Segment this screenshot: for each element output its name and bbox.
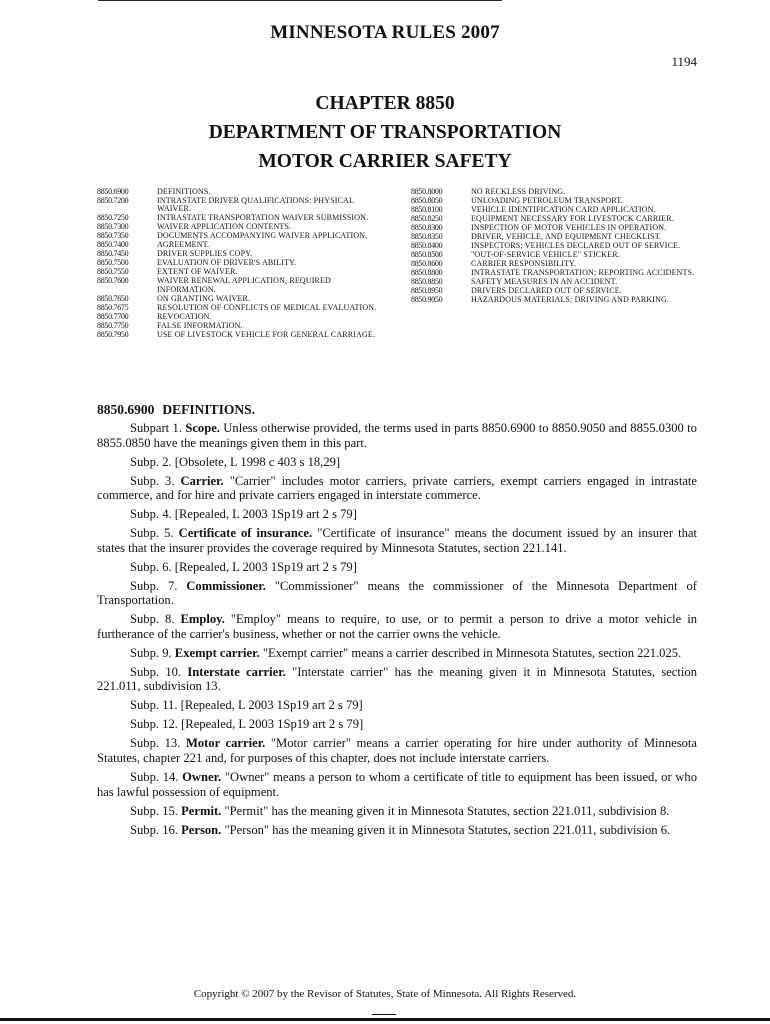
defined-term: Certificate of insurance.: [178, 526, 313, 541]
toc-entry: [97, 277, 387, 294]
defined-term: Commissioner.: [186, 578, 266, 593]
subpart-label: Subp. 4.: [130, 507, 172, 522]
chapter-heading: [0, 89, 770, 176]
subpart-label: Subpart 1.: [130, 421, 182, 435]
toc-entry-number: 8850.8850: [411, 277, 443, 286]
bottom-rule: [0, 1018, 770, 1021]
toc-entry-title: HAZARDOUS MATERIALS; DRIVING AND PARKING.: [471, 295, 670, 304]
subpart-text: [Repealed, L 2003 1Sp19 art 2 s 79]: [181, 717, 364, 732]
toc-entry-title: DRIVERS DECLARED OUT OF SERVICE.: [471, 286, 622, 295]
defined-term: Permit.: [181, 803, 222, 818]
defined-term: Carrier.: [180, 473, 224, 488]
toc-entry-title: DRIVER SUPPLIES COPY.: [157, 249, 253, 259]
toc-entry-number: 8850.7250: [97, 213, 129, 223]
toc-entry-number: 8850.8800: [411, 268, 443, 277]
subpart-paragraph: [97, 804, 697, 819]
toc-entry-number: 8850.8000: [411, 187, 443, 196]
page-number: 1194: [671, 54, 697, 69]
subpart-label: Subp. 6.: [130, 559, 172, 574]
toc-entry-title: VEHICLE IDENTIFICATION CARD APPLICATION.: [471, 205, 656, 214]
subpart-paragraph: [97, 507, 697, 522]
subpart-text: "Motor carrier" means a carrier operating for hire under authority of Minnesota Statutes, chapter 221 and, for purposes of this chapter, does not include interstate carriers.: [97, 736, 697, 765]
toc-entry-number: 8850.8600: [411, 259, 443, 268]
subpart-text: "Commissioner" means the commissioner of the Minnesota Department of Transportation.: [97, 578, 697, 608]
toc-entry-title: CARRIER RESPONSIBILITY.: [471, 259, 577, 268]
toc-entry-number: 8850.8950: [411, 286, 443, 295]
toc-entry: [97, 259, 387, 267]
toc-entry-title: WAIVER RENEWAL APPLICATION, REQUIRED INFORMATION.: [157, 276, 331, 294]
toc-entry-number: 8850.8250: [411, 214, 443, 223]
defined-term: Owner.: [182, 769, 222, 784]
toc-entry-title: EQUIPMENT NECESSARY FOR LIVESTOCK CARRIER.: [471, 214, 674, 223]
toc-entry-number: 8850.7400: [97, 240, 129, 250]
defined-term: Scope.: [185, 421, 220, 435]
subpart-paragraph: [97, 526, 697, 555]
toc-entry: [97, 295, 387, 303]
defined-term: Exempt carrier.: [174, 645, 260, 660]
toc-entry-number: 8850.8350: [411, 232, 443, 241]
toc-entry-title: INTRASTATE TRANSPORTATION WAIVER SUBMISSION.: [157, 213, 369, 223]
subpart-paragraph: [97, 455, 697, 470]
chapter-number: CHAPTER 8850: [315, 93, 455, 114]
toc-entry-title: DRIVER, VEHICLE, AND EQUIPMENT CHECKLIST.: [471, 232, 662, 241]
subpart-label: Subp. 13.: [130, 736, 181, 751]
top-rule: [98, 0, 502, 1]
toc-entry-title: RESOLUTION OF CONFLICTS OF MEDICAL EVALUATION.: [157, 302, 377, 312]
subpart-label: Subp. 16.: [130, 822, 178, 837]
defined-term: Interstate carrier.: [187, 664, 286, 679]
toc-entry-title: ON GRANTING WAIVER.: [157, 293, 251, 303]
toc-entry-title: INTRASTATE DRIVER QUALIFICATIONS: PHYSICAL WAIVER.: [157, 196, 354, 214]
toc-entry-title: DEFINITIONS.: [157, 187, 211, 196]
subpart-label: Subp. 11.: [130, 698, 178, 713]
running-head: MINNESOTA RULES 2007: [270, 22, 500, 43]
section-number: 8850.6900: [97, 402, 155, 417]
toc-entry-number: 8850.7350: [97, 231, 129, 241]
subpart-paragraph: [97, 736, 697, 765]
toc-entry-number: 8850.7650: [97, 293, 129, 303]
toc-entry: [97, 331, 387, 339]
subpart-text: "Carrier" includes motor carriers, private carriers, exempt carriers engaged in intrastate commerce, and for hire and private carriers engaged in interstate commerce.: [97, 473, 697, 503]
subpart-paragraph: [97, 579, 697, 608]
subpart-paragraph: [97, 612, 697, 641]
toc-entry-title: "OUT-OF-SERVICE VEHICLE" STICKER.: [471, 250, 620, 259]
subpart-text: Unless otherwise provided, the terms used in parts 8850.6900 to 8850.9050 and 8855.0300 to 8855.0850 have the meanings given them in this part.: [97, 421, 697, 450]
subpart-paragraph: [97, 717, 697, 732]
toc-entry: [97, 304, 387, 312]
subpart-paragraph: [97, 560, 697, 575]
subpart-text: "Interstate carrier" has the meaning given it in Minnesota Statutes, section 221.011, subdivision 13.: [97, 664, 697, 694]
toc-entry-title: EXTENT OF WAIVER.: [157, 267, 238, 277]
toc-entry-number: 8850.7675: [97, 302, 129, 312]
table-of-contents: [97, 188, 697, 401]
toc-entry-number: 8850.6900: [97, 187, 129, 196]
toc-entry-title: REVOCATION.: [157, 311, 212, 321]
subpart-paragraph: [97, 646, 697, 661]
toc-entry-number: 8850.8500: [411, 250, 443, 259]
defined-term: Employ.: [180, 612, 225, 627]
toc-entry-title: USE OF LIVESTOCK VEHICLE FOR GENERAL CARRIAGE.: [157, 329, 376, 339]
subpart-label: Subp. 7.: [130, 578, 178, 593]
toc-entry-number: 8850.7600: [97, 276, 129, 286]
toc-entry: [97, 322, 387, 330]
toc-right-column: [411, 188, 697, 305]
toc-entry: [411, 296, 697, 304]
toc-entry-number: 8850.8100: [411, 205, 443, 214]
toc-entry-number: 8850.8050: [411, 196, 443, 205]
section-heading-text: DEFINITIONS.: [162, 402, 256, 417]
toc-entry-number: 8850.8300: [411, 223, 443, 232]
toc-entry-title: INSPECTORS; VEHICLES DECLARED OUT OF SERVICE.: [471, 241, 681, 250]
toc-entry-title: NO RECKLESS DRIVING.: [471, 187, 566, 196]
section-body: [97, 421, 697, 842]
toc-entry-number: 8850.7550: [97, 267, 129, 277]
subpart-label: Subp. 5.: [130, 526, 174, 541]
toc-entry-number: 8850.7700: [97, 311, 129, 321]
toc-entry-title: SAFETY MEASURES IN AN ACCIDENT.: [471, 277, 618, 286]
toc-entry-number: 8850.9050: [411, 295, 443, 304]
toc-entry-title: WAIVER APPLICATION CONTENTS.: [157, 222, 292, 232]
toc-entry-number: 8850.7750: [97, 320, 129, 330]
toc-entry-title: AGREEMENT.: [157, 240, 210, 250]
section-heading: [97, 402, 263, 418]
subpart-text: "Exempt carrier" means a carrier described in Minnesota Statutes, section 221.025.: [262, 645, 682, 660]
subpart-label: Subp. 12.: [130, 717, 178, 732]
defined-term: Motor carrier.: [185, 736, 266, 751]
toc-entry-title: DOCUMENTS ACCOMPANYING WAIVER APPLICATION.: [157, 231, 368, 241]
subpart-text: [Obsolete, L 1998 c 403 s 18,29]: [174, 454, 341, 469]
toc-entry-number: 8850.7450: [97, 249, 129, 259]
toc-entry-title: FALSE INFORMATION.: [157, 320, 243, 330]
chapter-title-line-1: DEPARTMENT OF TRANSPORTATION: [208, 122, 562, 143]
subpart-label: Subp. 8.: [130, 612, 175, 627]
toc-entry: [97, 313, 387, 321]
subpart-label: Subp. 14.: [130, 769, 179, 784]
subpart-paragraph: [97, 823, 697, 838]
subpart-text: [Repealed, L 2003 1Sp19 art 2 s 79]: [174, 507, 357, 522]
toc-entry: [97, 232, 387, 240]
subpart-text: [Repealed, L 2003 1Sp19 art 2 s 79]: [180, 698, 363, 713]
toc-entry-title: EVALUATION OF DRIVER'S ABILITY.: [157, 258, 297, 268]
subpart-text: "Owner" means a person to whom a certificate of title to equipment has been issued, or who has lawful possession of equipment.: [97, 769, 697, 799]
subpart-label: Subp. 15.: [130, 803, 178, 818]
toc-entry-number: 8850.7200: [97, 196, 129, 205]
toc-entry-title: INSPECTION OF MOTOR VEHICLES IN OPERATION.: [471, 223, 667, 232]
toc-entry-title: INTRASTATE TRANSPORTATION; REPORTING ACCIDENTS.: [471, 268, 695, 277]
subpart-paragraph: [97, 421, 697, 450]
subpart-paragraph: [97, 474, 697, 503]
toc-entry-number: 8850.7950: [97, 329, 129, 339]
toc-entry-number: 8850.8400: [411, 241, 443, 250]
toc-entry-number: 8850.7500: [97, 258, 129, 268]
subpart-label: Subp. 9.: [130, 645, 172, 660]
bottom-tick: [372, 1014, 396, 1015]
subpart-text: "Employ" means to require, to use, or to permit a person to drive a motor vehicle in furtherance of the carrier's business, whether or not the carrier owns the vehicle.: [97, 612, 697, 641]
toc-entry-title: UNLOADING PETROLEUM TRANSPORT.: [471, 196, 623, 205]
subpart-text: "Permit" has the meaning given it in Minnesota Statutes, section 221.011, subdivision 8.: [224, 803, 670, 818]
subpart-label: Subp. 2.: [130, 454, 172, 469]
subpart-paragraph: [97, 770, 697, 799]
subpart-paragraph: [97, 665, 697, 694]
chapter-title-line-2: MOTOR CARRIER SAFETY: [258, 151, 512, 172]
defined-term: Person.: [181, 822, 222, 837]
subpart-text: [Repealed, L 2003 1Sp19 art 2 s 79]: [174, 559, 357, 574]
subpart-label: Subp. 3.: [130, 473, 175, 488]
toc-left-column: [97, 188, 387, 340]
subpart-text: "Certificate of insurance" means the document issued by an insurer that states that the insurer provides the coverage required by Minnesota Statutes, section 221.141.: [97, 526, 697, 555]
subpart-paragraph: [97, 698, 697, 713]
subpart-text: "Person" has the meaning given it in Minnesota Statutes, section 221.011, subdivision 6.: [224, 822, 671, 837]
copyright-notice: Copyright © 2007 by the Revisor of Statutes, State of Minnesota. All Rights Reserved.: [193, 988, 577, 1000]
subpart-label: Subp. 10.: [130, 664, 182, 679]
toc-entry-number: 8850.7300: [97, 222, 129, 232]
toc-entry: [97, 197, 387, 214]
